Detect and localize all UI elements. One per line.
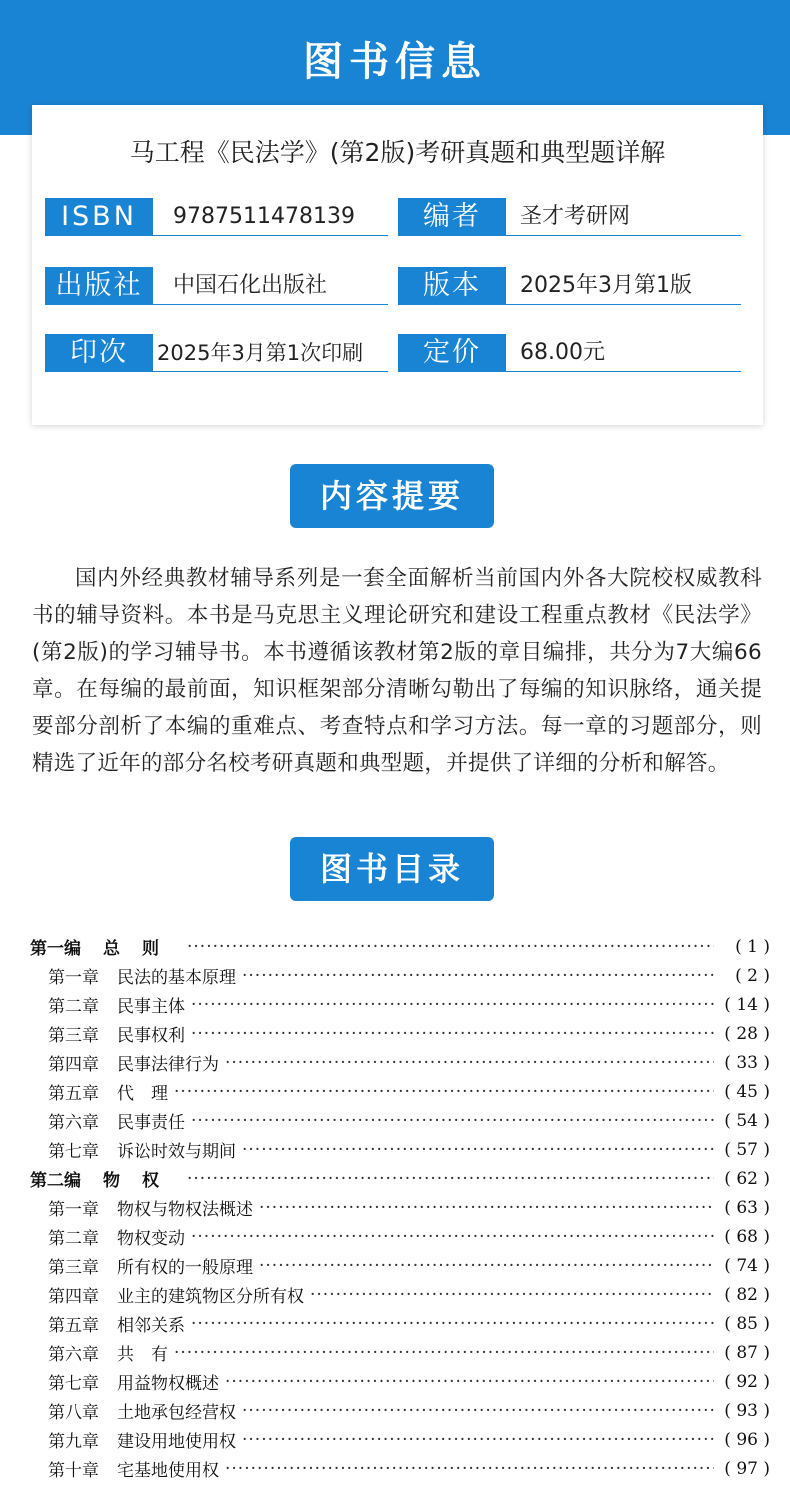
toc-entry-page: ( 68 ) (724, 1226, 770, 1247)
toc-entry-number: 第九章 (48, 1432, 99, 1452)
isbn-value: 9787511478139 (173, 204, 355, 229)
toc-heading: 图书目录 (290, 837, 494, 901)
book-info-card (32, 105, 763, 425)
toc-entry-page: ( 45 ) (724, 1081, 770, 1102)
toc-chapter-row (48, 1048, 770, 1077)
toc-entry-title: 所有权的一般原理 (117, 1258, 253, 1278)
publisher-value: 中国石化出版社 (173, 273, 328, 298)
toc-entry-page: ( 93 ) (724, 1400, 770, 1421)
toc-entry-title: 建设用地使用权 (117, 1432, 236, 1452)
toc-entry-number: 第六章 (48, 1345, 99, 1365)
toc-leader-dots (187, 937, 714, 957)
toc-part-row (30, 1164, 770, 1193)
publisher-underline (153, 304, 388, 305)
toc-chapter-row (48, 1193, 770, 1222)
isbn-label: ISBN (45, 198, 153, 236)
printing-value: 2025年3月第1次印刷 (157, 341, 364, 365)
toc-entry-number: 第五章 (48, 1316, 99, 1336)
edition-field (398, 267, 741, 309)
toc-entry-number: 第七章 (48, 1142, 99, 1162)
toc-entry-page: ( 2 ) (735, 965, 770, 986)
printing-field (45, 334, 388, 376)
toc-chapter-row (48, 1222, 770, 1251)
toc-entry-title: 民事主体 (117, 997, 185, 1017)
book-title: 马工程《民法学》(第2版)考研真题和典型题详解 (129, 138, 666, 167)
publisher-field (45, 267, 388, 309)
toc-chapter-row (48, 1106, 770, 1135)
isbn-underline (153, 235, 388, 236)
toc-entry-title: 民事权利 (117, 1026, 185, 1046)
toc-chapter-row (48, 1280, 770, 1309)
toc-entry-page: ( 87 ) (724, 1342, 770, 1363)
printing-label: 印次 (45, 334, 153, 372)
toc-leader-dots (242, 1401, 714, 1421)
toc-chapter-row (48, 1338, 770, 1367)
toc-leader-dots (225, 1372, 714, 1392)
toc-chapter-row (48, 1251, 770, 1280)
toc-leader-dots (225, 1459, 714, 1479)
toc-chapter-row (48, 1077, 770, 1106)
publisher-label: 出版社 (45, 267, 153, 305)
editor-value: 圣才考研网 (520, 204, 631, 229)
toc-leader-dots (242, 1430, 714, 1450)
toc-leader-dots (259, 1198, 714, 1218)
summary-text: 国内外经典教材辅导系列是一套全面解析当前国内外各大院校权威教科书的辅导资料。本书是马克思主义理论研究和建设工程重点教材《民法学》(第2版)的学习辅导书。本书遵循该教材第2版的章目编排，共分为7大编66章。在每编的最前面，知识框架部分清晰勾勒出了每编的知识脉络，通关提要部分剖析了本编的重难点、考查特点和学习方法。每一章的习题部分，则精选了近年的部分名校考研真题和典型题，并提供了详细的分析和解答。 (32, 566, 762, 776)
price-underline (506, 371, 741, 372)
editor-label: 编者 (398, 198, 506, 236)
toc-leader-dots (191, 1111, 714, 1131)
toc-entry-number: 第四章 (48, 1055, 99, 1075)
toc-chapter-row (48, 1019, 770, 1048)
toc-entry-page: ( 54 ) (724, 1110, 770, 1131)
edition-label: 版本 (398, 267, 506, 305)
toc-chapter-row (48, 1425, 770, 1454)
toc-entry-title: 民事法律行为 (117, 1055, 219, 1075)
toc-entry-title: 代 理 (117, 1084, 168, 1104)
toc-leader-dots (242, 1140, 714, 1160)
summary-heading: 内容提要 (290, 464, 494, 528)
isbn-field (45, 198, 388, 240)
toc-leader-dots (191, 995, 714, 1015)
toc-entry-page: ( 85 ) (724, 1313, 770, 1334)
toc-leader-dots (225, 1053, 714, 1073)
toc-entry-number: 第八章 (48, 1403, 99, 1423)
toc-chapter-row (48, 1454, 770, 1483)
toc-leader-dots (242, 966, 714, 986)
toc-chapter-row (48, 1309, 770, 1338)
toc-entry-number: 第六章 (48, 1113, 99, 1133)
toc-entry-title: 物权 (103, 1171, 181, 1191)
toc-entry-title: 宅基地使用权 (117, 1461, 219, 1481)
toc-entry-page: ( 28 ) (724, 1023, 770, 1044)
toc-chapter-row (48, 961, 770, 990)
toc-part-row (30, 932, 770, 961)
toc-entry-page: ( 57 ) (724, 1139, 770, 1160)
toc-entry-title: 土地承包经营权 (117, 1403, 236, 1423)
toc-entry-title: 业主的建筑物区分所有权 (117, 1287, 304, 1307)
toc-entry-number: 第十章 (48, 1461, 99, 1481)
toc-leader-dots (191, 1314, 714, 1334)
toc-entry-number: 第一章 (48, 968, 99, 988)
toc-entry-page: ( 92 ) (724, 1371, 770, 1392)
printing-underline (153, 371, 388, 372)
toc-entry-number: 第二章 (48, 1229, 99, 1249)
toc-entry-page: ( 96 ) (724, 1429, 770, 1450)
toc-entry-title: 用益物权概述 (117, 1374, 219, 1394)
toc-leader-dots (191, 1024, 714, 1044)
price-value: 68.00元 (520, 340, 605, 365)
toc-entry-title: 民法的基本原理 (117, 968, 236, 988)
toc-entry-title: 诉讼时效与期间 (117, 1142, 236, 1162)
toc-chapter-row (48, 1135, 770, 1164)
toc-leader-dots (174, 1343, 714, 1363)
toc-entry-title: 总则 (103, 939, 181, 959)
toc-entry-page: ( 62 ) (724, 1168, 770, 1189)
toc-entry-title: 物权与物权法概述 (117, 1200, 253, 1220)
toc-entry-number: 第七章 (48, 1374, 99, 1394)
toc-leader-dots (259, 1256, 714, 1276)
price-label: 定价 (398, 334, 506, 372)
toc-entry-title: 民事责任 (117, 1113, 185, 1133)
edition-value: 2025年3月第1版 (520, 273, 692, 298)
toc-entry-page: ( 97 ) (724, 1458, 770, 1479)
price-field (398, 334, 741, 376)
toc-leader-dots (310, 1285, 714, 1305)
toc-entry-number: 第一章 (48, 1200, 99, 1220)
toc-entry-number: 第四章 (48, 1287, 99, 1307)
editor-field (398, 198, 741, 240)
toc-entry-number: 第二编 (30, 1171, 81, 1191)
toc-entry-page: ( 82 ) (724, 1284, 770, 1305)
page-title: 图书信息 (303, 39, 487, 85)
toc-entry-page: ( 63 ) (724, 1197, 770, 1218)
toc-entry-number: 第二章 (48, 997, 99, 1017)
toc-leader-dots (191, 1227, 714, 1247)
toc-entry-number: 第一编 (30, 939, 81, 959)
toc-chapter-row (48, 1367, 770, 1396)
toc-leader-dots (174, 1082, 714, 1102)
toc-entry-page: ( 74 ) (724, 1255, 770, 1276)
toc-entry-title: 共 有 (117, 1345, 168, 1365)
editor-underline (506, 235, 741, 236)
toc-entry-page: ( 1 ) (735, 936, 770, 957)
toc-entry-number: 第三章 (48, 1026, 99, 1046)
toc-entry-title: 相邻关系 (117, 1316, 185, 1336)
toc-entry-title: 物权变动 (117, 1229, 185, 1249)
toc-chapter-row (48, 1396, 770, 1425)
toc-leader-dots (187, 1169, 714, 1189)
toc-entry-number: 第五章 (48, 1084, 99, 1104)
toc-entry-page: ( 33 ) (724, 1052, 770, 1073)
edition-underline (506, 304, 741, 305)
toc-chapter-row (48, 990, 770, 1019)
toc-entry-number: 第三章 (48, 1258, 99, 1278)
toc-entry-page: ( 14 ) (724, 994, 770, 1015)
